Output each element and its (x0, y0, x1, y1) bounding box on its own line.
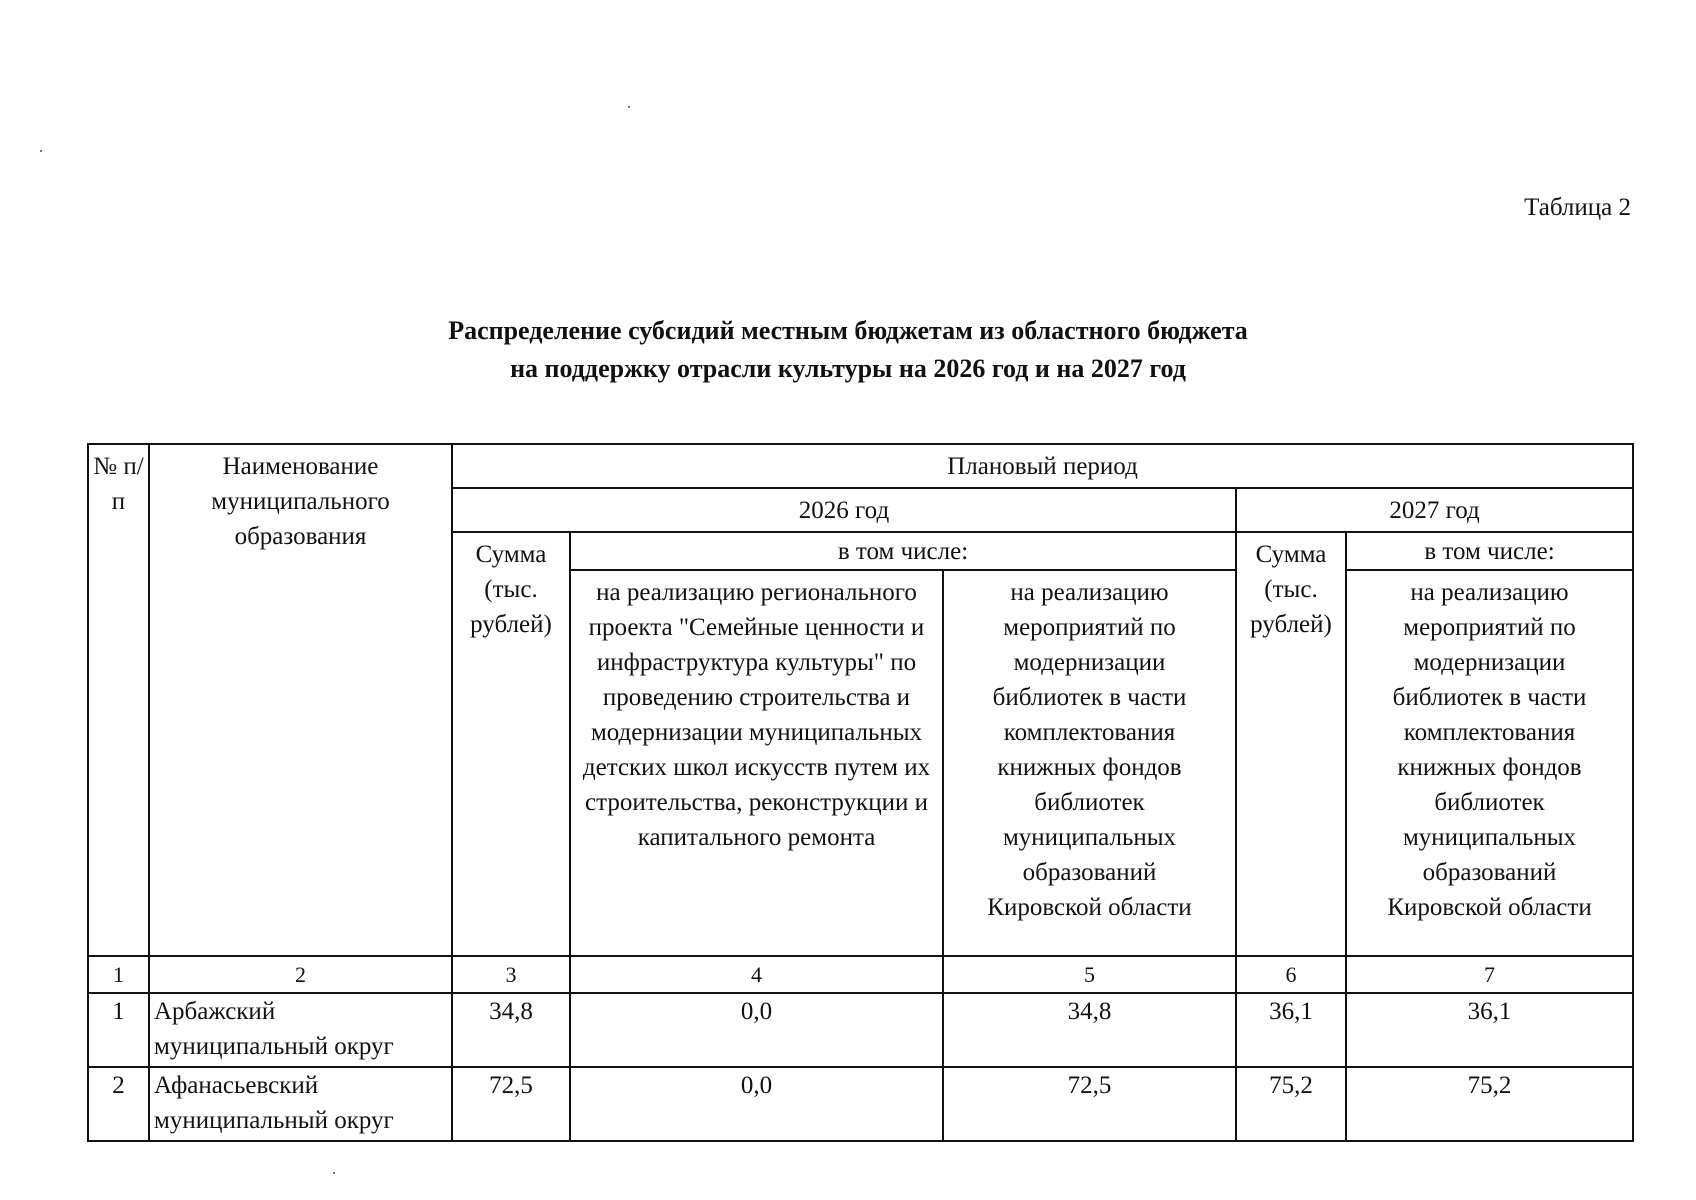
row-col4-value: 0,0 (570, 993, 943, 1067)
title-line-2: на поддержку отрасли культуры на 2026 год и на 2027 год (510, 354, 1186, 383)
header-sum-2026: Сумма (тыс. рублей) (452, 532, 570, 956)
column-number-6: 6 (1236, 956, 1346, 993)
row-sum-2027: 75,2 (1236, 1067, 1346, 1141)
header-col5-desc: на реализацию мероприятий по модернизации библиотек в части комплектования книжных фондов библиотек муниципальных образований Кировской области (943, 570, 1236, 956)
column-number-2: 2 (149, 956, 452, 993)
table-row (88, 1067, 1633, 1141)
column-number-7: 7 (1346, 956, 1633, 993)
header-name: Наименование муниципального образования (149, 444, 452, 956)
scan-speck (333, 1172, 335, 1174)
row-col7-value: 36,1 (1346, 993, 1633, 1067)
header-col4-desc: на реализацию регионального проекта "Семейные ценности и инфраструктура культуры" по проведению строительства и модернизации муниципальных детских школ искусств путем их строительства, реконструкции и капитального ремонта (570, 570, 943, 956)
column-number-1: 1 (88, 956, 149, 993)
column-number-4: 4 (570, 956, 943, 993)
table-row (88, 993, 1633, 1067)
document-title (0, 312, 1696, 388)
row-sum-2027: 36,1 (1236, 993, 1346, 1067)
row-col4-value: 0,0 (570, 1067, 943, 1141)
header-including-2026: в том числе: (570, 532, 1236, 570)
scan-speck (40, 150, 42, 152)
header-sum-2027: Сумма (тыс. рублей) (1236, 532, 1346, 956)
title-line-1: Распределение субсидий местным бюджетам из областного бюджета (448, 316, 1248, 345)
column-number-5: 5 (943, 956, 1236, 993)
subsidy-distribution-table (87, 443, 1634, 1142)
header-col7-desc: на реализацию мероприятий по модернизации библиотек в части комплектования книжных фондов библиотек муниципальных образований Кировской области (1346, 570, 1633, 956)
row-num: 2 (88, 1067, 149, 1141)
column-number-3: 3 (452, 956, 570, 993)
row-sum-2026: 72,5 (452, 1067, 570, 1141)
row-col7-value: 75,2 (1346, 1067, 1633, 1141)
row-num: 1 (88, 993, 149, 1067)
row-municipality-name: Афанасьевский муниципальный округ (149, 1067, 452, 1141)
table-label: Таблица 2 (1524, 194, 1631, 221)
row-sum-2026: 34,8 (452, 993, 570, 1067)
header-plan-period: Плановый период (452, 444, 1633, 488)
header-including-2027: в том числе: (1346, 532, 1633, 570)
scan-speck (628, 106, 630, 108)
header-year-2027: 2027 год (1236, 488, 1633, 532)
row-municipality-name: Арбажский муниципальный округ (149, 993, 452, 1067)
row-col5-value: 72,5 (943, 1067, 1236, 1141)
header-year-2026: 2026 год (452, 488, 1236, 532)
header-num: № п/п (88, 444, 149, 956)
row-col5-value: 34,8 (943, 993, 1236, 1067)
